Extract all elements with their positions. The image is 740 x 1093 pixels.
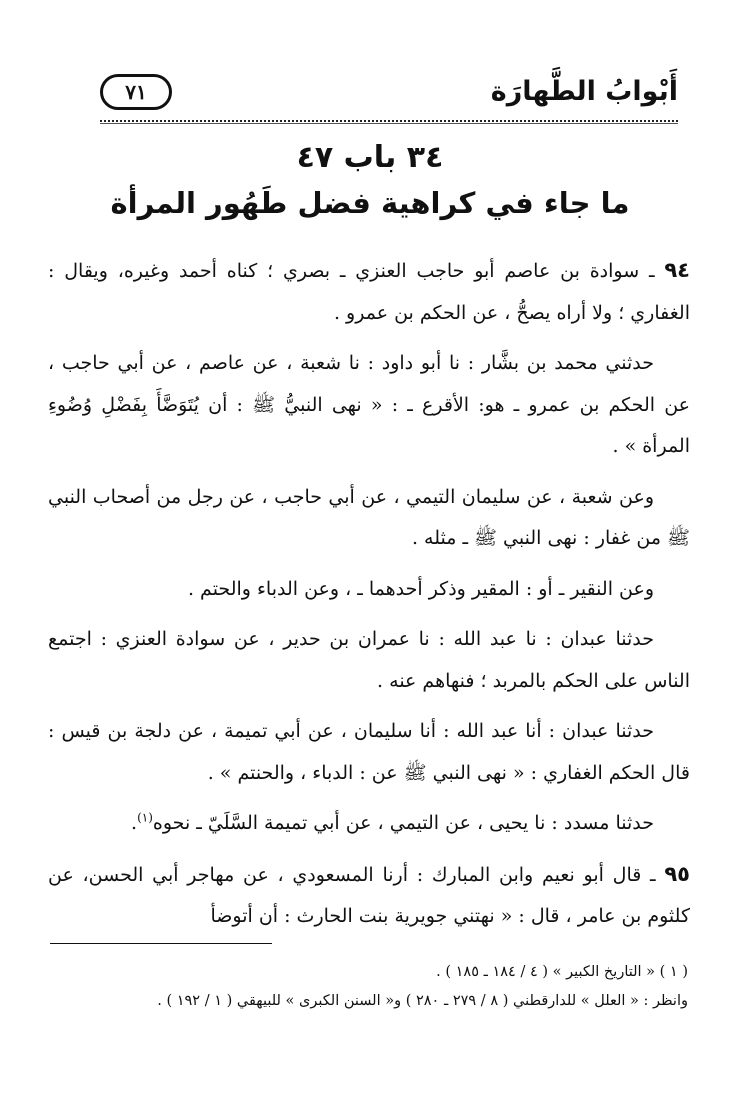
footnote-separator [50, 943, 272, 944]
paragraph-end: . [131, 812, 138, 834]
footnote-ref[interactable]: (١) [137, 810, 153, 825]
header-rule [100, 120, 678, 122]
main-text [48, 250, 690, 947]
hadith-number: ٩٥ [664, 861, 690, 886]
running-title: أَبْوابُ الطَّهارَة [490, 76, 678, 107]
page-header [100, 70, 678, 116]
paragraph: حدثني محمد بن بشَّار : نا أبو داود : نا شعبة ، عن عاصم ، عن أبي حاجب ، عن الحكم بن عمرو ـ هو: الأقرع ـ : « نهى النبيُّ ﷺ : أن يُتَوَضَّأَ بِفَضْلِ وُضُوءِ المرأة » . [48, 352, 690, 457]
page-number: ٧١ [100, 74, 172, 110]
paragraph-text: ـ قال أبو نعيم وابن المبارك : أرنا المسعودي ، عن مهاجر أبي الحسن، عن كلثوم بن عامر ، قال : « نهتني جويرية بنت الحارث : أن أتوضأ [48, 863, 690, 927]
paragraph: وعن شعبة ، عن سليمان التيمي ، عن أبي حاجب ، عن رجل من أصحاب النبي ﷺ من غفار : نهى النبي ﷺ ـ مثله . [48, 485, 690, 549]
header-rule-line [100, 123, 678, 124]
chapter-heading: ٣٤ باب ٤٧ [296, 140, 444, 175]
hadith-94 [48, 250, 690, 334]
paragraph: حدثنا عبدان : أنا عبد الله : أنا سليمان ، عن أبي تميمة ، عن دلجة بن قيس : قال الحكم الغفاري : « نهى النبي ﷺ عن : الدباء ، والحنتم » . [48, 720, 690, 784]
paragraph-text: حدثنا مسدد : نا يحيى ، عن التيمي ، عن أبي تميمة السَّلَيّ ـ نحوه [152, 812, 654, 834]
hadith-95 [48, 854, 690, 938]
footnotes [48, 958, 688, 1016]
hadith-number: ٩٤ [664, 258, 690, 282]
paragraph [48, 803, 690, 845]
footnote-1: ( ١ ) « التاريخ الكبير » ( ٤ / ١٨٤ ـ ١٨٥ ) . [436, 964, 688, 980]
paragraph-text: ـ سوادة بن عاصم أبو حاجب العنزي ـ بصري ؛ كناه أحمد وغيره، ويقال : الغفاري ؛ ولا أراه يصحُّ ، عن الحكم بن عمرو . [48, 260, 690, 324]
paragraph: وعن النقير ـ أو : المقير وذكر أحدهما ـ ، وعن الدباء والحتم . [187, 577, 654, 600]
chapter-title: ما جاء في كراهية فضل طَهُور المرأة [110, 186, 630, 220]
paragraph: حدثنا عبدان : نا عبد الله : نا عمران بن حدير ، عن سوادة العنزي : اجتمع الناس على الحكم بالمربد ؛ فنهاهم عنه . [48, 628, 690, 692]
footnote-2: وانظر : « العلل » للدارقطني ( ٨ / ٢٧٩ ـ ٢٨٠ ) و« السنن الكبرى » للبيهقي ( ١ / ١٩٢ ) . [157, 993, 688, 1009]
